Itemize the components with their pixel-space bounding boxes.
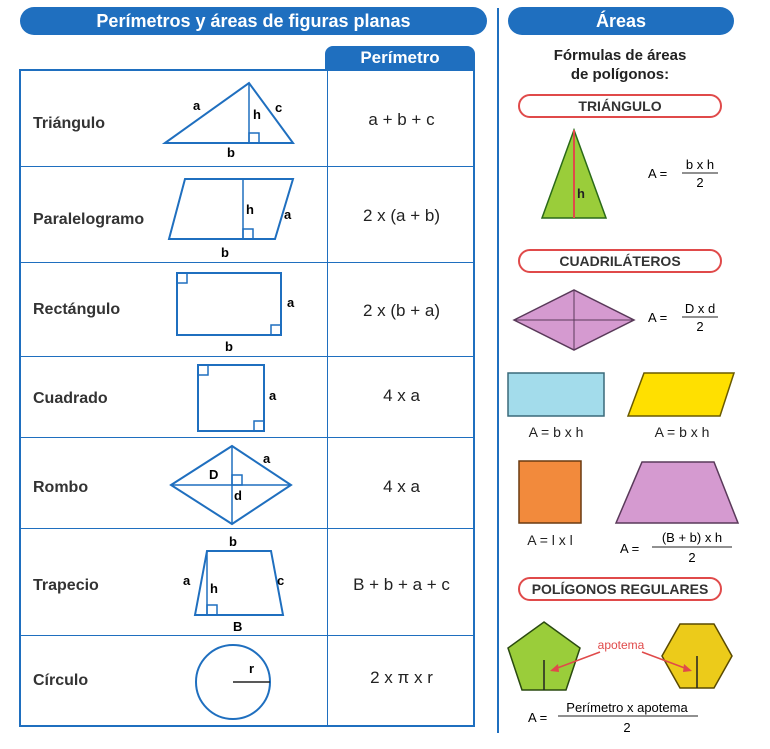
svg-text:D x d: D x d — [684, 301, 716, 316]
rectangle-area-figure — [507, 372, 607, 418]
trapezoid-area-figure — [614, 460, 740, 526]
right-header: Áreas — [508, 7, 734, 35]
perimeter-table — [19, 69, 475, 727]
column-divider — [497, 8, 499, 733]
svg-text:h: h — [246, 202, 254, 217]
svg-text:b: b — [221, 245, 229, 260]
rectangle-area-caption: A = b x h — [528, 424, 584, 440]
row-formula: 2 x (b + a) — [362, 301, 440, 320]
square-figure — [195, 363, 295, 439]
row-formula: B + b + a + c — [353, 575, 450, 594]
triangle-figure — [161, 77, 301, 162]
row-formula: 2 x π x r — [370, 668, 433, 687]
trapezoid-area-formula — [618, 528, 738, 566]
row-name: Rectángulo — [33, 301, 121, 318]
svg-text:(B + b) x h: (B + b) x h — [661, 530, 723, 545]
triangle-area-figure — [540, 128, 610, 220]
circle-figure — [193, 642, 277, 726]
svg-text:h: h — [210, 581, 218, 596]
row-formula: a + b + c — [368, 110, 435, 129]
svg-text:2: 2 — [696, 319, 704, 334]
svg-text:D: D — [209, 467, 219, 482]
svg-text:b x h: b x h — [685, 157, 715, 172]
formulas-title: Fórmulas de áreas de polígonos: — [553, 47, 687, 83]
svg-text:apotema: apotema — [597, 638, 645, 652]
row-name: Paralelogramo — [33, 211, 145, 228]
svg-text:b: b — [227, 145, 235, 160]
regular-polygon-area-formula — [526, 697, 706, 737]
svg-text:r: r — [249, 661, 255, 676]
table-row — [21, 356, 473, 438]
svg-text:B: B — [233, 619, 243, 634]
table-row — [21, 437, 473, 529]
table-row — [21, 528, 473, 636]
svg-text:h: h — [253, 107, 261, 122]
svg-text:a: a — [269, 388, 277, 403]
svg-text:A =: A = — [620, 541, 640, 556]
square-area-caption: A = l x l — [527, 532, 573, 548]
row-formula: 4 x a — [383, 477, 420, 496]
svg-text:a: a — [287, 295, 295, 310]
parallelogram-area-caption: A = b x h — [654, 424, 710, 440]
svg-text:2: 2 — [688, 550, 696, 565]
row-name: Rombo — [33, 479, 89, 496]
table-row — [21, 166, 473, 263]
section-triangle: TRIÁNGULO — [518, 94, 722, 118]
row-formula: 2 x (a + b) — [362, 206, 440, 225]
svg-text:a: a — [284, 207, 292, 222]
left-header: Perímetros y áreas de figuras planas — [20, 7, 487, 35]
parallelogram-area-figure — [626, 372, 736, 418]
svg-text:2: 2 — [623, 720, 631, 735]
svg-text:a: a — [263, 451, 271, 466]
svg-text:Perímetro x apotema: Perímetro x apotema — [566, 700, 688, 715]
table-row — [21, 262, 473, 357]
trapezoid-figure — [177, 531, 307, 634]
section-quadrilaterals: CUADRILÁTEROS — [518, 249, 722, 273]
svg-text:h: h — [577, 186, 585, 201]
parallelogram-figure — [165, 177, 305, 262]
svg-text:c: c — [277, 573, 285, 588]
svg-text:a: a — [183, 573, 191, 588]
triangle-area-formula — [646, 156, 736, 192]
rhombus-figure — [167, 444, 297, 526]
section-regular-polygons: POLÍGONOS REGULARES — [518, 577, 722, 601]
svg-text:2: 2 — [696, 175, 704, 190]
perimeter-header: Perímetro — [325, 46, 475, 70]
row-formula: 4 x a — [383, 386, 420, 405]
table-row — [21, 635, 473, 728]
row-name: Triángulo — [33, 115, 105, 132]
rectangle-figure — [175, 269, 315, 357]
row-name: Círculo — [33, 672, 89, 689]
regular-polygons-figure — [504, 618, 740, 694]
svg-text:d: d — [234, 488, 242, 503]
rhombus-area-figure — [512, 288, 638, 352]
square-area-figure — [518, 460, 584, 526]
table-row — [21, 71, 473, 166]
svg-text:c: c — [275, 100, 283, 115]
svg-text:b: b — [229, 534, 237, 549]
rhombus-area-formula — [646, 300, 736, 336]
svg-text:a: a — [193, 98, 201, 113]
svg-text:A =: A = — [648, 166, 668, 181]
svg-text:A =: A = — [528, 710, 548, 725]
svg-text:A =: A = — [648, 310, 668, 325]
row-name: Trapecio — [33, 577, 99, 594]
svg-text:b: b — [225, 339, 233, 354]
row-name: Cuadrado — [33, 390, 108, 407]
